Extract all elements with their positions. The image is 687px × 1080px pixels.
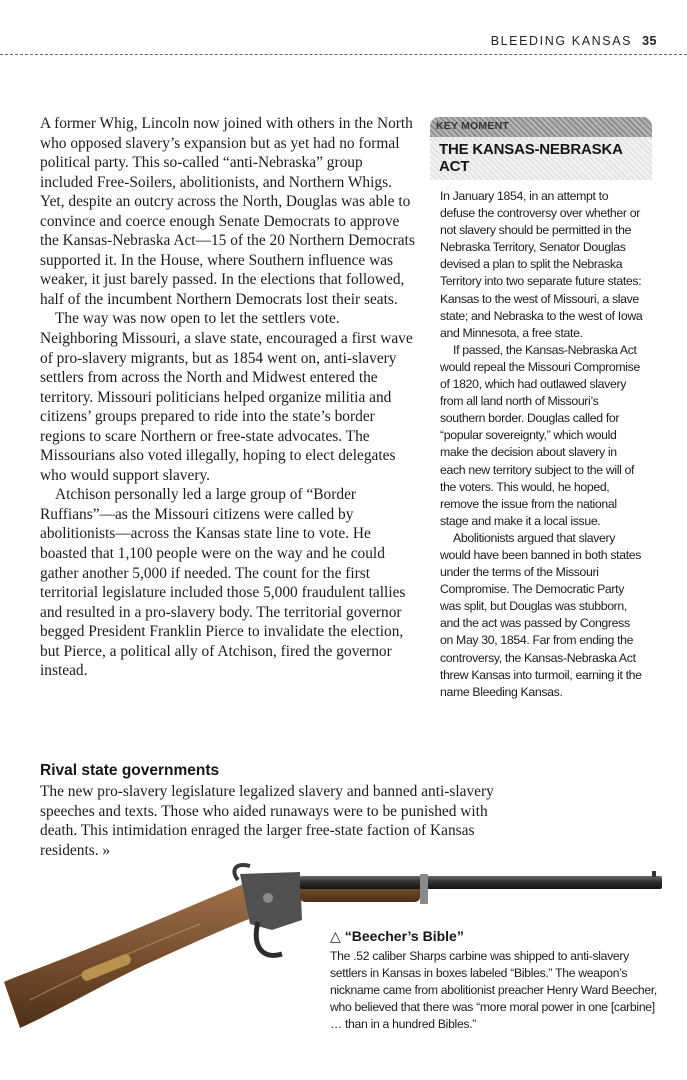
rifle-stock — [4, 878, 262, 1028]
barrel-band — [420, 874, 428, 904]
body-paragraph: The way was now open to let the settlers vote. Neighboring Missouri, a slave state, encouraged a first wave of pro-slavery migrants, but as 1854 went on, anti-slavery settlers from across the North and Midwest entered the territory. Missouri politicians helped organize militia and citizens’ groups prepared to ride into the state’s border regions to scare Northern or free-state advocates. The Missourians also voted illegally, hoping to elect delegates who would support slavery. — [40, 310, 413, 484]
main-column — [40, 114, 418, 681]
body-paragraph: A former Whig, Lincoln now joined with others in the North who opposed slavery’s expansion but as yet had no formal political party. This so-called “anti-Nebraska” group included Free-Soilers, abolitionists, and Northern Whigs. Yet, despite an outcry across the North, Douglas was able to convince and coerce enough Senate Democrats to approve the Kansas-Nebraska Act—15 of the 20 Northern Democrats supported it. In the House, where Southern influence was weaker, it just barely passed. In the elections that followed, half of the incumbent Northern Democrats lost their seats. — [40, 115, 415, 308]
page-number: 35 — [642, 34, 657, 48]
caption-title — [330, 928, 660, 945]
key-moment-sidebar — [430, 117, 652, 701]
section-title: BLEEDING KANSAS — [490, 34, 633, 48]
image-caption — [330, 928, 660, 1033]
sidebar-paragraph: In January 1854, in an attempt to defuse the controversy over whether or not slavery should be permitted in the Nebraska Territory, Senator Douglas devised a plan to split the Nebraska Territory into two separate future states: Kansas to the west of Missouri, a slave state; and Nebraska to the west of Iowa and Minnesota, a free state. — [440, 189, 643, 340]
sidebar-title: THE KANSAS-NEBRASKA ACT — [430, 137, 652, 180]
subsection-heading: Rival state governments — [40, 762, 220, 779]
sidebar-paragraph: Abolitionists argued that slavery would have been banned in both states under the terms of the Missouri Compromise. The Democratic Party was split, but Douglas was stubborn, and the act was passed by Congress on May 30, 1854. Far from ending the controversy, the Kansas-Nebraska Act threw Kansas into turmoil, earning it the name Bleeding Kansas. — [440, 530, 642, 699]
sidebar-paragraph: If passed, the Kansas-Nebraska Act would repeal the Missouri Compromise of 1820, which had outlawed slavery from all land north of Missouri’s southern border. Douglas called for “popular sovereignty,” which would make the decision about slavery in each new territory subject to the will of the voters. This would, he hoped, remove the issue from the national stage and make it a local issue. — [440, 342, 640, 528]
subsection-paragraph: The new pro-slavery legislature legalized slavery and banned anti-slavery speeches and texts. Those who aided runaways were to be punished with death. This intimidation enraged the larger free-state faction of Kansas residents. » — [40, 783, 494, 859]
body-paragraph: Atchison personally led a large group of “Border Ruffians”—as the Missouri citizens were called by abolitionists—across the Kansas state line to vote. He boasted that 1,100 people were on the way and he could gather another 5,000 if needed. The count for the first territorial legislature included those 5,000 fraudulent tallies and resulted in a pro-slavery body. The territorial governor begged President Franklin Pierce to invalidate the election, but Pierce, a political ally of Atchison, fired the governor instead. — [40, 486, 406, 680]
triangle-up-icon: △ — [330, 928, 341, 944]
rifle-barrel — [300, 876, 662, 889]
front-sight — [652, 871, 656, 877]
header-rule — [0, 54, 687, 55]
caption-title-text: “Beecher’s Bible” — [344, 928, 464, 944]
caption-body: The .52 caliber Sharps carbine was shipped to anti-slavery settlers in Kansas in boxes labeled “Bibles.” The weapon’s nickname came from abolitionist preacher Henry Ward Beecher, who believed that there was “more moral power in one [carbine] … than in a hundred Bibles.” — [330, 949, 658, 1031]
running-head — [0, 34, 657, 48]
sidebar-label: KEY MOMENT — [436, 120, 509, 132]
sidebar-body — [430, 180, 652, 701]
sidebar-label-bar — [430, 117, 652, 137]
